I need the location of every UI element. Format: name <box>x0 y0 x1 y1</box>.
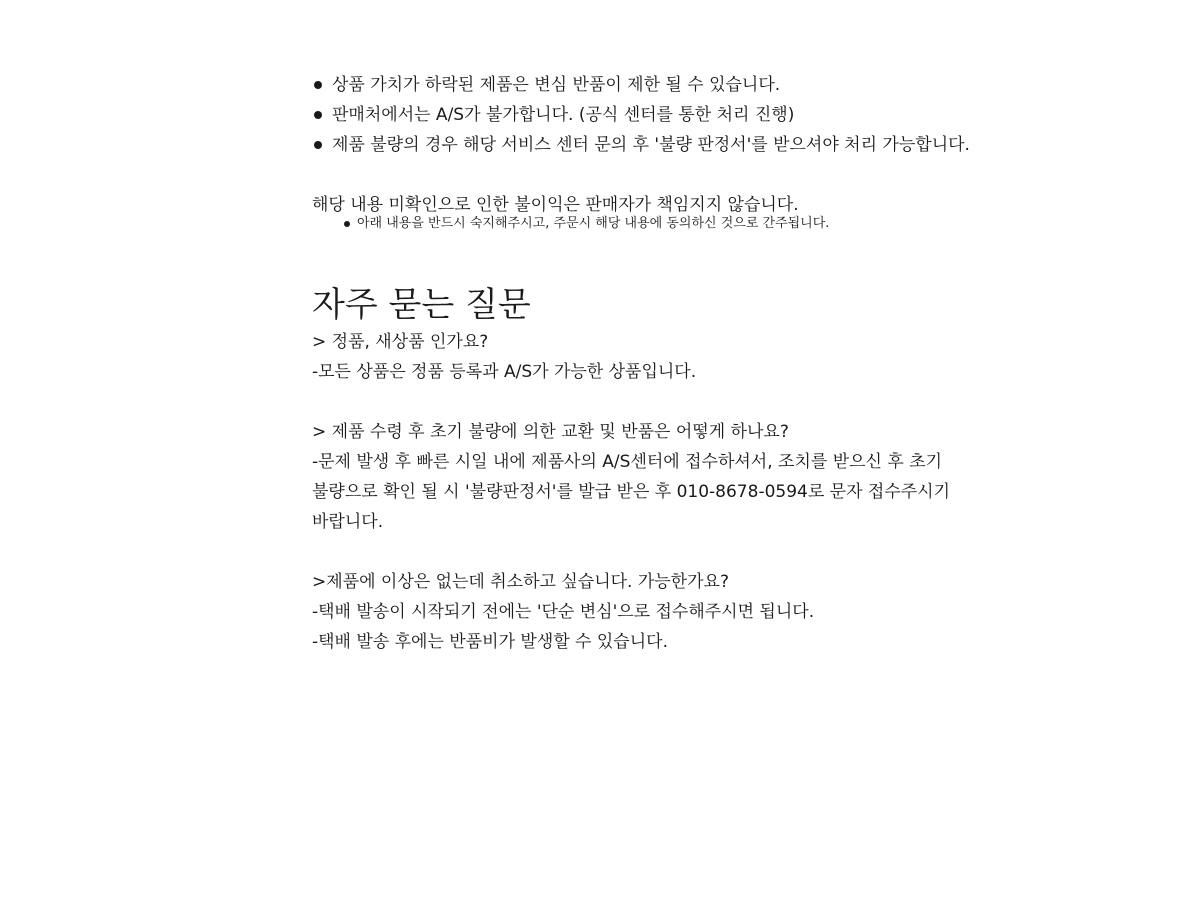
faq-answer: -택배 발송 후에는 반품비가 발생할 수 있습니다. <box>312 632 668 652</box>
faq-answer: -택배 발송이 시작되기 전에는 '단순 변심'으로 접수해주시면 됩니다. <box>312 602 815 622</box>
bullet-dot-icon <box>314 81 322 89</box>
notice-bullet-text: 판매처에서는 A/S가 불가합니다. (공식 센터를 통한 처리 진행) <box>332 105 795 125</box>
bullet-dot-icon <box>344 221 350 227</box>
notice-bullet-text: 상품 가치가 하락된 제품은 변심 반품이 제한 될 수 있습니다. <box>332 75 781 95</box>
faq-answer: -모든 상품은 정품 등록과 A/S가 가능한 상품입니다. <box>312 362 697 382</box>
notice-bullet-item <box>312 100 962 130</box>
bullet-dot-icon <box>314 111 322 119</box>
faq-answer: -문제 발생 후 빠른 시일 내에 제품사의 A/S센터에 접수하셔서, 조치를 받으신 후 초기 불량으로 확인 될 시 '불량판정서'를 발급 받은 후 010-8678-0594로 문자 접수주시기 바랍니다. <box>312 452 951 532</box>
sub-note-list <box>312 215 962 233</box>
disclaimer-text: 해당 내용 미확인으로 인한 불이익은 판매자가 책임지지 않습니다. <box>312 195 799 215</box>
faq-question: >제품에 이상은 없는데 취소하고 싶습니다. 가능한가요? <box>312 572 729 592</box>
notice-bullet-item <box>312 130 970 160</box>
faq-item <box>312 327 962 387</box>
faq-question: > 정품, 새상품 인가요? <box>312 332 489 352</box>
sub-note-item <box>312 215 962 233</box>
faq-heading: 자주 묻는 질문 <box>312 285 531 325</box>
notice-bullet-text: 제품 불량의 경우 해당 서비스 센터 문의 후 '불량 판정서'를 받으셔야 처리 가능합니다. <box>332 135 970 155</box>
faq-item <box>312 417 962 537</box>
faq-question: > 제품 수령 후 초기 불량에 의한 교환 및 반품은 어떻게 하나요? <box>312 422 789 442</box>
notice-bullet-list <box>312 70 970 160</box>
faq-section <box>312 327 962 657</box>
product-notice-content <box>312 70 970 687</box>
bullet-dot-icon <box>314 141 322 149</box>
faq-item <box>312 567 962 657</box>
sub-note-text: 아래 내용을 반드시 숙지해주시고, 주문시 해당 내용에 동의하신 것으로 간주됩니다. <box>357 216 830 231</box>
notice-bullet-item <box>312 70 962 100</box>
